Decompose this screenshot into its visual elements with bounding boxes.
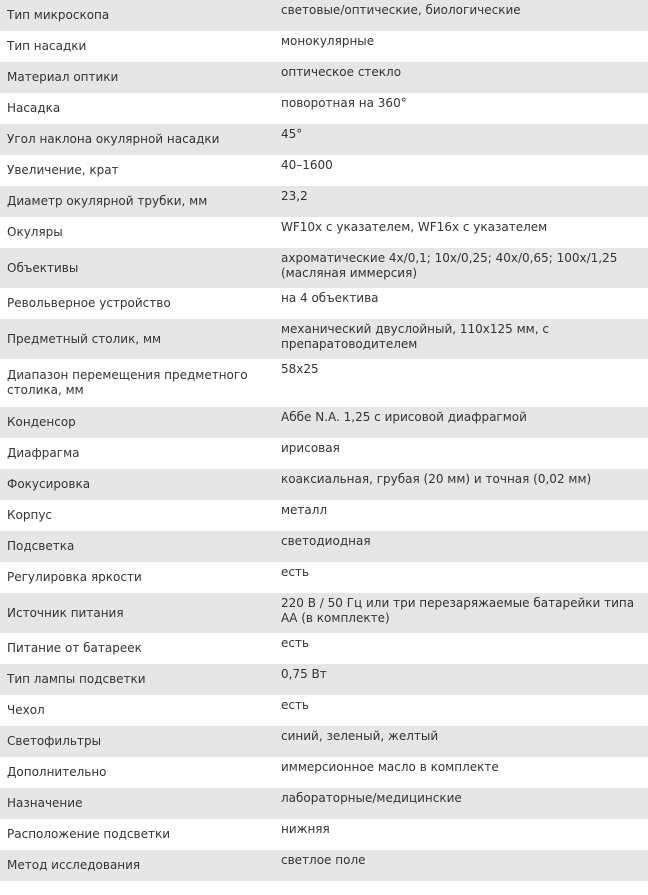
spec-value: WF10x с указателем, WF16x с указателем bbox=[281, 220, 548, 234]
spec-row-illumination bbox=[0, 531, 648, 562]
spec-value: 220 В / 50 Гц или три перезаряжаемые батарейки типа АА (в комплекте) bbox=[281, 596, 635, 625]
spec-label: Увеличение, крат bbox=[7, 163, 119, 177]
spec-label: Конденсор bbox=[7, 415, 76, 429]
spec-value: лабораторные/медицинские bbox=[281, 791, 462, 805]
spec-value: синий, зеленый, желтый bbox=[281, 729, 439, 743]
spec-label: Диафрагма bbox=[7, 446, 80, 460]
spec-label: Назначение bbox=[7, 796, 83, 810]
spec-row-microscope-type bbox=[0, 0, 648, 31]
spec-value: механический двуслойный, 110x125 мм, с препаратоводителем bbox=[281, 322, 549, 351]
spec-row-stage bbox=[0, 319, 648, 359]
spec-label: Тип насадки bbox=[7, 39, 87, 53]
spec-label: Предметный столик, мм bbox=[7, 332, 162, 346]
spec-value: монокулярные bbox=[281, 34, 375, 48]
spec-value: есть bbox=[281, 698, 310, 712]
spec-label: Объективы bbox=[7, 261, 79, 275]
spec-value: коаксиальная, грубая (20 мм) и точная (0,02 мм) bbox=[281, 472, 592, 486]
spec-row-eyepiece-tube-diameter bbox=[0, 186, 648, 217]
spec-row-focusing bbox=[0, 469, 648, 500]
spec-value: нижняя bbox=[281, 822, 330, 836]
spec-row-filters bbox=[0, 726, 648, 757]
spec-row-power-source bbox=[0, 593, 648, 633]
spec-row-body bbox=[0, 500, 648, 531]
spec-label: Тип лампы подсветки bbox=[7, 672, 146, 686]
spec-label: Регулировка яркости bbox=[7, 570, 142, 584]
spec-value: ахроматические 4x/0,1; 10x/0,25; 40x/0,65; 100x/1,25 (масляная иммерсия) bbox=[281, 251, 618, 280]
spec-row-illumination-position bbox=[0, 819, 648, 850]
spec-row-brightness-control bbox=[0, 562, 648, 593]
spec-label: Материал оптики bbox=[7, 70, 119, 84]
spec-value: иммерсионное масло в комплекте bbox=[281, 760, 499, 774]
spec-label: Револьверное устройство bbox=[7, 296, 171, 310]
spec-label: Дополнительно bbox=[7, 765, 107, 779]
spec-value: 23,2 bbox=[281, 189, 308, 203]
spec-label: Фокусировка bbox=[7, 477, 91, 491]
spec-row-stage-travel bbox=[0, 359, 648, 407]
spec-label: Метод исследования bbox=[7, 858, 141, 872]
spec-value: есть bbox=[281, 636, 310, 650]
spec-label: Расположение подсветки bbox=[7, 827, 170, 841]
spec-row-eyepieces bbox=[0, 217, 648, 248]
spec-label: Диаметр окулярной трубки, мм bbox=[7, 194, 208, 208]
spec-value: 0,75 Вт bbox=[281, 667, 327, 681]
spec-value: 40–1600 bbox=[281, 158, 333, 172]
spec-row-research-method bbox=[0, 850, 648, 881]
spec-label: Питание от батареек bbox=[7, 641, 142, 655]
spec-value: ирисовая bbox=[281, 441, 340, 455]
spec-row-battery-power bbox=[0, 633, 648, 664]
spec-value: металл bbox=[281, 503, 328, 517]
spec-label: Источник питания bbox=[7, 606, 124, 620]
spec-row-lamp-type bbox=[0, 664, 648, 695]
spec-label: Тип микроскопа bbox=[7, 8, 110, 22]
spec-row-magnification bbox=[0, 155, 648, 186]
spec-row-optics-material bbox=[0, 62, 648, 93]
spec-row-head-type bbox=[0, 31, 648, 62]
spec-label: Корпус bbox=[7, 508, 53, 522]
spec-value: есть bbox=[281, 565, 310, 579]
spec-row-case bbox=[0, 695, 648, 726]
spec-value: Аббе N.A. 1,25 с ирисовой диафрагмой bbox=[281, 410, 527, 424]
spec-value: 58x25 bbox=[281, 362, 319, 376]
spec-row-revolver bbox=[0, 288, 648, 319]
spec-row-purpose bbox=[0, 788, 648, 819]
spec-value: поворотная на 360° bbox=[281, 96, 407, 110]
spec-row-condenser bbox=[0, 407, 648, 438]
spec-row-eyepiece-angle bbox=[0, 124, 648, 155]
spec-value: оптическое стекло bbox=[281, 65, 402, 79]
spec-row-additional bbox=[0, 757, 648, 788]
spec-value: 45° bbox=[281, 127, 303, 141]
spec-label: Подсветка bbox=[7, 539, 75, 553]
spec-label: Светофильтры bbox=[7, 734, 102, 748]
spec-label: Насадка bbox=[7, 101, 61, 115]
spec-row-head bbox=[0, 93, 648, 124]
spec-value: светодиодная bbox=[281, 534, 371, 548]
spec-value: световые/оптические, биологические bbox=[281, 3, 521, 17]
spec-value: светлое поле bbox=[281, 853, 366, 867]
spec-value: на 4 объектива bbox=[281, 291, 379, 305]
spec-row-objectives bbox=[0, 248, 648, 288]
spec-label: Диапазон перемещения предметного столика, мм bbox=[7, 368, 248, 397]
spec-label: Окуляры bbox=[7, 225, 63, 239]
spec-label: Угол наклона окулярной насадки bbox=[7, 132, 220, 146]
spec-label: Чехол bbox=[7, 703, 45, 717]
spec-row-diaphragm bbox=[0, 438, 648, 469]
